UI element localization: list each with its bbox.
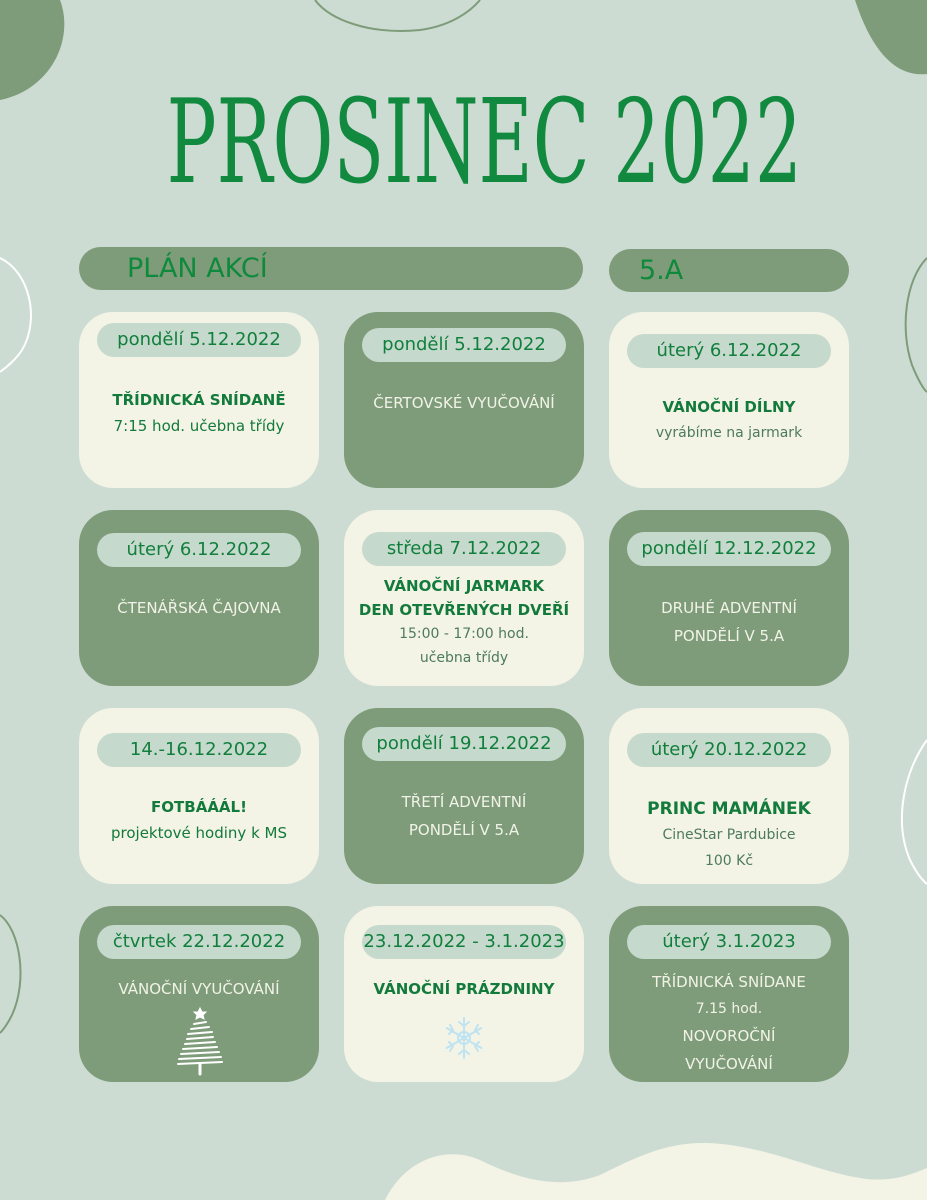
event-card-11 — [344, 906, 584, 1082]
event-title-2: PONDĚLÍ V 5.A — [673, 627, 785, 645]
event-title-3: VYUČOVÁNÍ — [685, 1055, 773, 1073]
event-title: PRINC MAMÁNEK — [647, 799, 811, 819]
christmas-tree-icon — [174, 1004, 226, 1076]
event-card-5 — [344, 510, 584, 686]
page-title: PROSINEC 2022 — [166, 75, 803, 210]
event-title: VÁNOČNÍ PRÁZDNINY — [373, 980, 555, 998]
event-time: 7.15 hod. — [695, 1001, 763, 1017]
event-place: učebna třídy — [419, 650, 509, 666]
event-subtitle: vyrábíme na jarmark — [655, 425, 803, 441]
event-date: úterý 6.12.2022 — [97, 533, 301, 567]
event-time: 15:00 - 17:00 hod. — [399, 626, 529, 642]
event-title: DRUHÉ ADVENTNÍ — [661, 599, 797, 617]
event-date: 23.12.2022 - 3.1.2023 — [362, 925, 566, 959]
event-date: 14.-16.12.2022 — [97, 733, 301, 767]
event-card-7 — [79, 708, 319, 884]
plan-header: PLÁN AKCÍ — [79, 247, 583, 290]
event-card-9 — [609, 708, 849, 884]
event-date: pondělí 5.12.2022 — [97, 323, 301, 357]
event-price: 100 Kč — [704, 853, 754, 869]
class-header: 5.A — [609, 249, 849, 292]
event-date: středa 7.12.2022 — [362, 532, 566, 566]
event-title: VÁNOČNÍ JARMARK — [383, 577, 545, 595]
event-title-2: PONDĚLÍ V 5.A — [408, 821, 520, 839]
event-card-12 — [609, 906, 849, 1082]
event-card-6 — [609, 510, 849, 686]
event-title: TŘETÍ ADVENTNÍ — [401, 793, 527, 811]
snowflake-icon — [442, 1016, 486, 1060]
event-title: ČTENÁŘSKÁ ČAJOVNA — [117, 599, 281, 617]
event-date: pondělí 5.12.2022 — [362, 328, 566, 362]
event-date: úterý 6.12.2022 — [627, 334, 831, 368]
event-card-4 — [79, 510, 319, 686]
event-date: pondělí 12.12.2022 — [627, 532, 831, 566]
event-detail: 7:15 hod. učebna třídy — [113, 417, 285, 435]
event-title: TŘÍDNICKÁ SNÍDANĚ — [112, 391, 286, 409]
event-title-2: DEN OTEVŘENÝCH DVEŘÍ — [358, 601, 570, 619]
event-date: pondělí 19.12.2022 — [362, 727, 566, 761]
event-card-3 — [609, 312, 849, 488]
event-card-8 — [344, 708, 584, 884]
event-card-2 — [344, 312, 584, 488]
event-date: úterý 3.1.2023 — [627, 925, 831, 959]
event-place: CineStar Pardubice — [662, 827, 796, 843]
event-title: ČERTOVSKÉ VYUČOVÁNÍ — [373, 394, 555, 412]
event-date: úterý 20.12.2022 — [627, 733, 831, 767]
event-date: čtvrtek 22.12.2022 — [97, 925, 301, 959]
event-title: VÁNOČNÍ DÍLNY — [662, 398, 796, 416]
event-title: VÁNOČNÍ VYUČOVÁNÍ — [118, 980, 280, 998]
event-title-2: NOVOROČNÍ — [682, 1027, 776, 1045]
event-detail: projektové hodiny k MS — [111, 824, 287, 842]
event-card-1 — [79, 312, 319, 488]
event-card-10 — [79, 906, 319, 1082]
event-title: FOTBÁÁÁL! — [151, 798, 247, 816]
event-title: TŘÍDNICKÁ SNÍDANE — [652, 973, 806, 991]
